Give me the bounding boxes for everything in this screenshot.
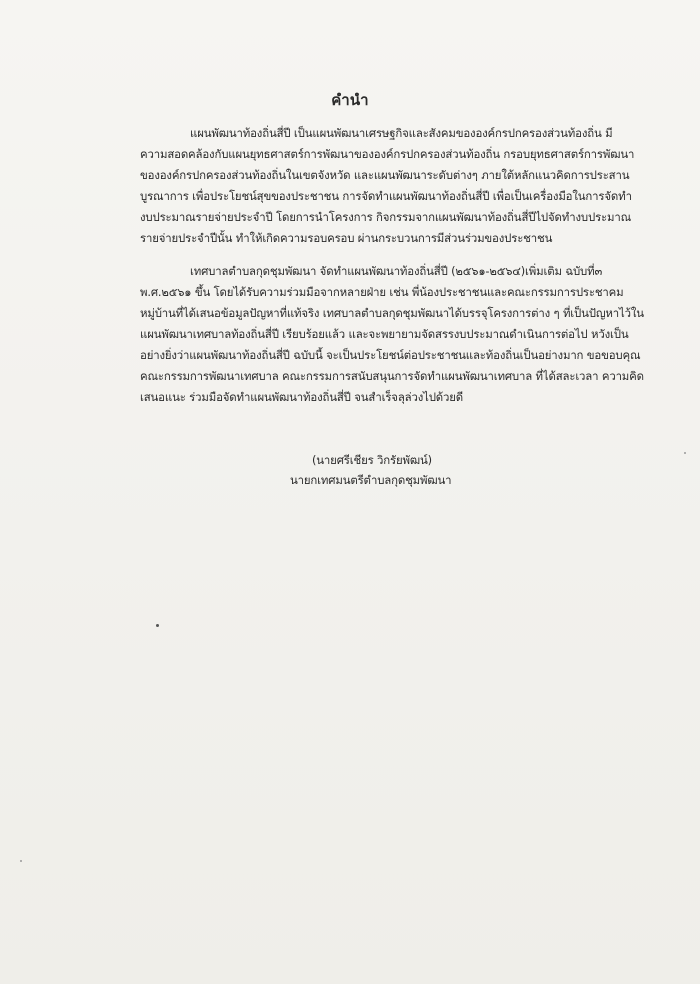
paragraph-1-line-1: แผนพัฒนาท้องถิ่นสี่ปี เป็นแผนพัฒนาเศรษฐกิจและสังคมขององค์กรปกครองส่วนท้องถิ่น มี: [190, 126, 613, 140]
paragraph-2-line-4: แผนพัฒนาเทศบาลท้องถิ่นสี่ปี เรียบร้อยแล้ว และจะพยายามจัดสรรงบประมาณดำเนินการต่อไป หวังเป็น: [140, 327, 629, 341]
document-title: คำนำ: [331, 91, 369, 109]
paragraph-2-line-5: อย่างยิ่งว่าแผนพัฒนาท้องถิ่นสี่ปี ฉบับนี้ จะเป็นประโยชน์ต่อประชาชนและท้องถิ่นเป็นอย่างมาก ขอขอบคุณ: [140, 348, 641, 362]
scan-speck: [156, 624, 159, 627]
paragraph-2-line-6: คณะกรรมการพัฒนาเทศบาล คณะกรรมการสนับสนุนการจัดทำแผนพัฒนาเทศบาล ที่ได้สละเวลา ความคิด: [140, 369, 644, 383]
paragraph-1-line-6: รายจ่ายประจำปีนั้น ทำให้เกิดความรอบครอบ ผ่านกระบวนการมีส่วนร่วมของประชาชน: [140, 231, 553, 245]
scan-speck: [20, 860, 22, 862]
scan-speck: [684, 452, 686, 454]
signatory-position: นายกเทศมนตรีตำบลกุดชุมพัฒนา: [290, 473, 452, 487]
paragraph-2-line-1: เทศบาลตำบลกุดชุมพัฒนา จัดทำแผนพัฒนาท้องถิ่นสี่ปี (๒๕๖๑-๒๕๖๔)เพิ่มเติม ฉบับที่๓: [190, 264, 603, 278]
paragraph-2-line-3: หมู่บ้านที่ได้เสนอข้อมูลปัญหาที่แท้จริง เทศบาลตำบลกุดชุมพัฒนาได้บรรจุโครงการต่าง ๆ ที่เป็นปัญหาไว้ใน: [140, 306, 644, 320]
paragraph-2-line-2: พ.ศ.๒๕๖๑ ขึ้น โดยได้รับความร่วมมือจากหลายฝ่าย เช่น พี่น้องประชาชนและคณะกรรมการประชาคม: [140, 285, 624, 299]
paragraph-1-line-4: บูรณาการ เพื่อประโยชน์สุขของประชาชน การจัดทำแผนพัฒนาท้องถิ่นสี่ปี เพื่อเป็นเครื่องมือในการจัดทำ: [140, 189, 632, 203]
signatory-name: (นายศรีเชียร วิกรัยพัฒน์): [312, 453, 432, 467]
paragraph-1-line-3: ขององค์กรปกครองส่วนท้องถิ่นในเขตจังหวัด และแผนพัฒนาระดับต่างๆ ภายใต้หลักแนวคิดการประสาน: [140, 168, 630, 182]
paragraph-1-line-2: ความสอดคล้องกับแผนยุทธศาสตร์การพัฒนาขององค์กรปกครองส่วนท้องถิ่น กรอบยุทธศาสตร์การพัฒนา: [140, 147, 635, 161]
paragraph-2-line-7: เสนอแนะ ร่วมมือจัดทำแผนพัฒนาท้องถิ่นสี่ปี จนสำเร็จลุล่วงไปด้วยดี: [140, 390, 464, 404]
paragraph-1-line-5: งบประมาณรายจ่ายประจำปี โดยการนำโครงการ กิจกรรมจากแผนพัฒนาท้องถิ่นสี่ปีไปจัดทำงบประมาณ: [140, 210, 632, 224]
